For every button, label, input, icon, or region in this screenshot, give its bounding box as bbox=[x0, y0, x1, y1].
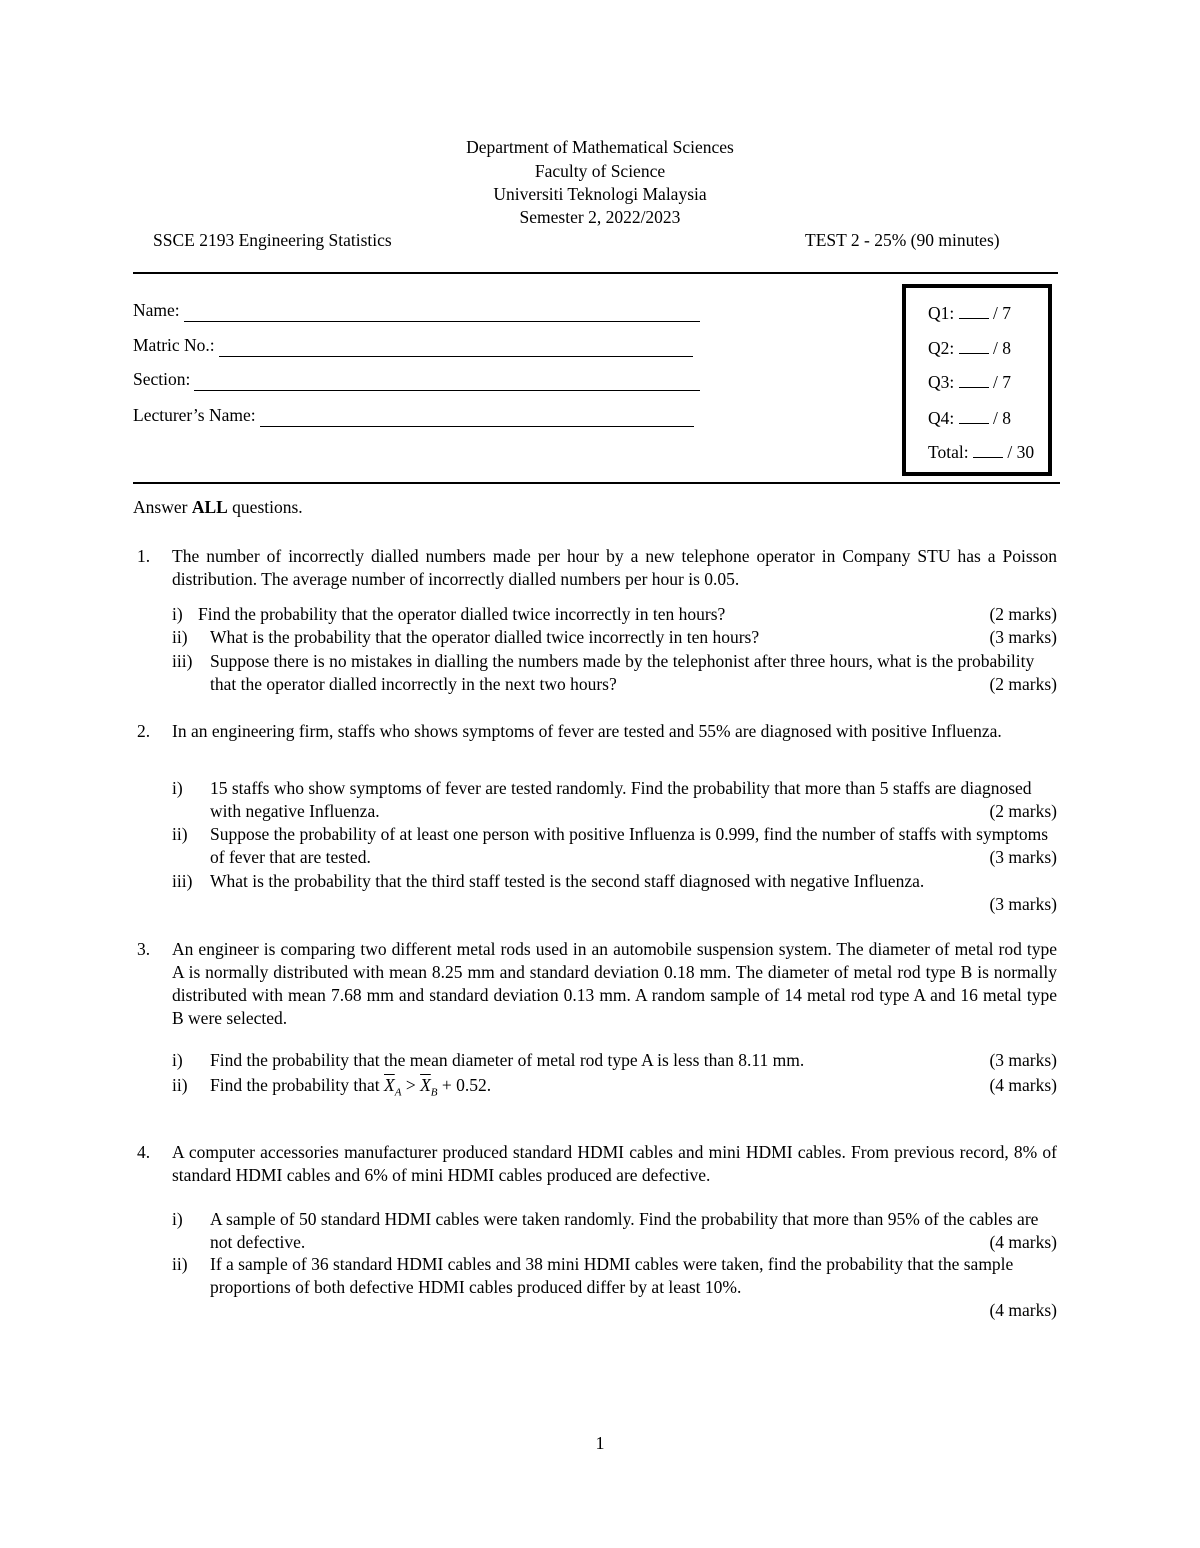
score-q2 bbox=[928, 337, 1011, 360]
part-label: ii) bbox=[172, 1254, 188, 1274]
part-marks: (2 marks) bbox=[989, 604, 1057, 624]
test-info: TEST 2 - 25% (90 minutes) bbox=[805, 230, 1000, 250]
math-xbar-b: $\overline{X}$ bbox=[420, 1075, 431, 1095]
score-q4-label: Q4: bbox=[928, 408, 955, 428]
university-name: Universiti Teknologi Malaysia bbox=[493, 184, 707, 204]
part-text-prefix: Find the probability that bbox=[210, 1075, 380, 1095]
part-marks: (4 marks) bbox=[989, 1232, 1057, 1252]
score-q3-label: Q3: bbox=[928, 372, 955, 392]
section-label: Section: bbox=[133, 369, 191, 389]
math-xbar-a: $\overline{X}$ bbox=[384, 1075, 395, 1095]
score-total bbox=[928, 441, 1034, 464]
part-label: iii) bbox=[172, 871, 193, 891]
part-text: 15 staffs who show symptoms of fever are tested randomly. Find the probability that more than 5 staffs are diagnosed with negative Influenza. bbox=[210, 778, 1032, 821]
name-label: Name: bbox=[133, 300, 180, 320]
instruction bbox=[133, 496, 303, 519]
department-name: Department of Mathematical Sciences bbox=[466, 137, 734, 157]
score-q3-max: / 7 bbox=[993, 372, 1011, 392]
part-label: iii) bbox=[172, 651, 193, 671]
score-total-label: Total: bbox=[928, 442, 969, 462]
part-label: i) bbox=[172, 604, 183, 624]
matric-blank[interactable] bbox=[219, 338, 693, 357]
score-box bbox=[902, 284, 1052, 476]
instruction-prefix: Answer bbox=[133, 497, 188, 517]
question-text: The number of incorrectly dialled numbers made per hour by a new telephone operator in Company STU has a Poisson distribution. The average number of incorrectly dialled numbers per hour is 0.05. bbox=[172, 546, 1057, 589]
score-total-blank[interactable] bbox=[973, 441, 1003, 458]
section-field[interactable] bbox=[133, 368, 700, 391]
part-marks: (2 marks) bbox=[989, 801, 1057, 821]
math-plus-term: + 0.52. bbox=[441, 1075, 492, 1095]
question-number: 3. bbox=[137, 939, 151, 959]
score-q1-max: / 7 bbox=[993, 303, 1011, 323]
name-field[interactable] bbox=[133, 299, 700, 322]
score-q3 bbox=[928, 371, 1011, 394]
score-q3-blank[interactable] bbox=[959, 371, 989, 388]
part-text: If a sample of 36 standard HDMI cables and 38 mini HDMI cables were taken, find the probability that the sample proportions of both defective HDMI cables produced differ by at least 10%. bbox=[210, 1254, 1014, 1297]
part-label: i) bbox=[172, 1050, 183, 1070]
score-q2-blank[interactable] bbox=[959, 337, 989, 354]
faculty-name: Faculty of Science bbox=[534, 161, 666, 181]
score-q1 bbox=[928, 302, 1011, 325]
question-text: In an engineering firm, staffs who shows symptoms of fever are tested and 55% are diagnosed with positive Influenza. bbox=[172, 721, 1002, 741]
math-sub-b: B bbox=[430, 1086, 438, 1099]
part-text: A sample of 50 standard HDMI cables were taken randomly. Find the probability that more than 95% of the cables are not defective. bbox=[210, 1209, 1039, 1252]
part-text: What is the probability that the third staff tested is the second staff diagnosed with negative Influenza. bbox=[210, 871, 925, 891]
part-label: i) bbox=[172, 778, 183, 798]
score-q4-blank[interactable] bbox=[959, 407, 989, 424]
score-q2-max: / 8 bbox=[993, 338, 1011, 358]
instruction-bold: ALL bbox=[191, 497, 228, 517]
part-marks: (2 marks) bbox=[989, 674, 1057, 694]
part-text: Find the probability that the mean diameter of metal rod type A is less than 8.11 mm. bbox=[210, 1050, 805, 1070]
question-text: A computer accessories manufacturer produced standard HDMI cables and mini HDMI cables. From previous record, 8% of standard HDMI cables and 6% of mini HDMI cables produced are defective. bbox=[172, 1142, 1057, 1185]
section-blank[interactable] bbox=[194, 372, 700, 391]
part-label: ii) bbox=[172, 627, 188, 647]
score-q4-max: / 8 bbox=[993, 408, 1011, 428]
course-title: SSCE 2193 Engineering Statistics bbox=[153, 230, 392, 250]
math-sub-a: A bbox=[394, 1086, 402, 1099]
question-text: An engineer is comparing two different metal rods used in an automobile suspension system. The diameter of metal rod type A is normally distributed with mean 8.25 mm and standard deviation 0.18 mm. The diameter of metal rod type B is normally distributed with mean 7.68 mm and standard deviation 0.13 mm. A random sample of 14 metal rod type A and 16 metal type B were selected. bbox=[172, 939, 1057, 1028]
matric-field[interactable] bbox=[133, 334, 693, 357]
matric-label: Matric No.: bbox=[133, 335, 215, 355]
part-marks: (3 marks) bbox=[989, 1050, 1057, 1070]
part-text: Suppose there is no mistakes in dialling the numbers made by the telephonist after three hours, what is the probability that the operator dialled incorrectly in the next two hours? bbox=[210, 651, 1035, 694]
score-total-max: / 30 bbox=[1007, 442, 1035, 462]
fields-divider bbox=[133, 482, 1060, 484]
lecturer-field[interactable] bbox=[133, 404, 694, 427]
part-text: What is the probability that the operator dialled twice incorrectly in ten hours? bbox=[210, 627, 760, 647]
part-text: Suppose the probability of at least one person with positive Influenza is 0.999, find the number of staffs with symptoms of fever that are tested. bbox=[210, 824, 1049, 867]
part-marks: (3 marks) bbox=[989, 847, 1057, 867]
question-number: 4. bbox=[137, 1142, 151, 1162]
name-blank[interactable] bbox=[184, 303, 700, 322]
lecturer-label: Lecturer’s Name: bbox=[133, 405, 256, 425]
score-q4 bbox=[928, 407, 1011, 430]
part-label: i) bbox=[172, 1209, 183, 1229]
part-marks: (3 marks) bbox=[989, 894, 1057, 914]
question-number: 1. bbox=[137, 546, 151, 566]
page-number: 1 bbox=[595, 1433, 605, 1453]
score-q1-label: Q1: bbox=[928, 303, 955, 323]
part-marks: (4 marks) bbox=[989, 1075, 1057, 1095]
instruction-suffix: questions. bbox=[232, 497, 303, 517]
semester: Semester 2, 2022/2023 bbox=[519, 207, 681, 227]
part-text: Find the probability that the operator dialled twice incorrectly in ten hours? bbox=[198, 604, 726, 624]
score-q1-blank[interactable] bbox=[959, 302, 989, 319]
math-operator: > bbox=[405, 1075, 416, 1095]
part-label: ii) bbox=[172, 1075, 188, 1095]
lecturer-blank[interactable] bbox=[260, 408, 694, 427]
question-number: 2. bbox=[137, 721, 151, 741]
header-divider bbox=[133, 272, 1058, 274]
part-marks: (3 marks) bbox=[989, 627, 1057, 647]
score-q2-label: Q2: bbox=[928, 338, 955, 358]
part-marks: (4 marks) bbox=[989, 1300, 1057, 1320]
part-text bbox=[210, 1074, 970, 1097]
part-label: ii) bbox=[172, 824, 188, 844]
